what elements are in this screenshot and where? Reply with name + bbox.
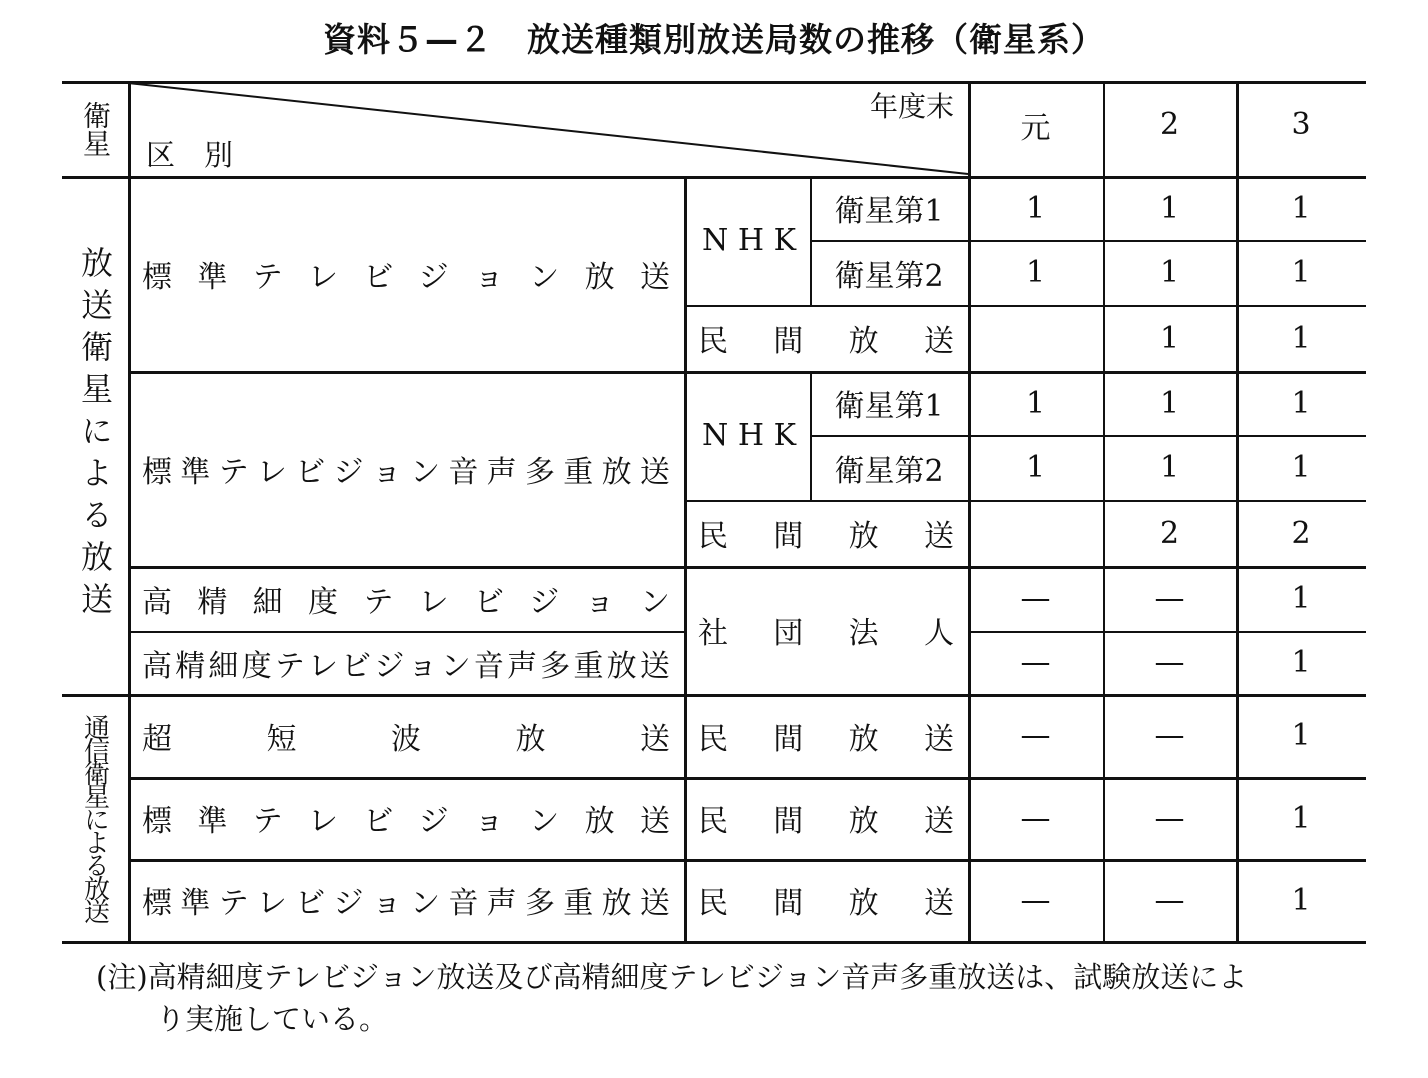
char: 送 [639,259,670,295]
char: 間 [773,519,804,554]
char: ジ [418,804,449,839]
value-cell: 1 [1159,385,1180,421]
char: 声 [486,886,517,921]
char: テ [218,454,249,490]
char: テ [218,886,249,921]
group-label-communications-satellite: 通信衛星による放送 [79,714,110,921]
channel-cell: 衛星第1 [834,389,944,424]
char: 送 [923,519,954,554]
char: 準 [180,886,211,921]
value-cell: — [1020,882,1051,918]
value-cell: 1 [1291,255,1311,290]
char: ビ [363,259,394,295]
char: 超 [142,721,172,757]
char: 間 [773,804,804,839]
char: 間 [773,324,804,359]
value-cell: 1 [1291,800,1311,836]
value-cell: 1 [1159,255,1180,290]
page-title: 資料５—２ 放送種類別放送局数の推移（衛星系） [323,20,1105,59]
char: レ [307,804,338,839]
service-cell [128,859,684,941]
value-cell: — [1154,882,1185,918]
channel-cell: 衛星第2 [834,258,944,294]
header-year-2: 3 [1291,107,1311,142]
footnote-line-2: り実施している。 [156,1002,389,1036]
char: 多 [540,648,571,684]
char: 間 [773,886,804,921]
char: 送 [640,721,670,757]
value-cell: — [1020,718,1051,753]
char: ョ [473,259,504,295]
broadcaster-cell [684,371,810,500]
char: 標 [142,886,172,921]
value-cell: 1 [1291,320,1311,356]
table-bottom-border [62,941,1366,944]
char: 民 [698,886,728,921]
char: レ [418,584,449,620]
value-cell: — [1154,581,1185,616]
char: 準 [197,259,228,295]
broadcaster-cell [684,305,968,371]
char: ビ [363,804,394,839]
char: ビ [341,648,372,684]
char: ジ [333,886,364,921]
col-divider [1103,81,1105,941]
row-divider [128,777,1366,780]
char: 標 [142,804,172,839]
char: 波 [391,721,421,757]
char: K [773,418,796,453]
footnote-line-1: (注)高精細度テレビジョン放送及び高精細度テレビジョン音声多重放送は、試験放送によ [96,960,1248,994]
char: 民 [698,721,728,757]
col-divider [810,371,812,500]
char: 高 [142,648,172,684]
row-divider [684,500,1366,502]
row-divider [968,240,1366,242]
value-cell: 1 [1291,718,1311,753]
char: レ [307,648,338,684]
char: ョ [407,648,438,684]
value-cell: 2 [1291,515,1311,551]
row-divider [128,631,684,633]
char: 音 [448,454,479,490]
char: 民 [698,324,728,359]
broadcaster-cell [684,777,968,859]
char: ビ [295,454,326,490]
char: ョ [473,804,504,839]
value-cell: 1 [1291,581,1311,616]
row-divider [128,566,1366,569]
header-satellite: 衛星 [79,100,112,157]
value-cell: 1 [1025,190,1046,226]
char: ョ [371,886,402,921]
header-bottom-border [62,176,1366,179]
value-cell [968,305,1103,371]
char: K [773,223,796,258]
value-cell: 1 [1159,320,1180,356]
char: ビ [473,584,504,620]
char: 放 [601,886,632,921]
char: 放 [848,804,879,839]
footnote [96,956,1396,1040]
char: N [702,418,729,453]
char: 声 [486,454,517,490]
char: 送 [639,804,670,839]
char: 放 [584,259,615,295]
char: 短 [266,721,297,757]
char: テ [363,584,394,620]
header-diagonal-line [128,83,968,174]
char: ン [410,454,441,490]
value-cell: 1 [1159,450,1180,485]
char: N [702,223,729,258]
char: H [737,223,764,258]
char: 放 [601,454,632,490]
value-cell: — [1154,800,1185,836]
service-cell [128,566,684,631]
char: 放 [848,721,879,757]
char: 重 [563,454,594,490]
char: 団 [773,616,804,651]
value-cell: 2 [1159,515,1180,551]
row-divider [968,631,1366,633]
char: 精 [197,584,228,620]
char: ン [440,648,471,684]
char: 放 [584,804,615,839]
char: ン [529,804,560,839]
char: 民 [698,804,728,839]
char: レ [256,886,287,921]
value-cell: 1 [1025,385,1046,421]
char: 細 [252,584,283,620]
char: ン [529,259,560,295]
service-cell [128,777,684,859]
char: 送 [639,454,670,490]
char: 精 [175,648,206,684]
table-top-border [62,81,1366,84]
header-category: 区 別 [146,138,234,172]
value-cell: — [1020,800,1051,836]
char: レ [256,454,287,490]
char: 送 [639,886,670,921]
char: ン [639,584,670,620]
col-divider [810,176,812,305]
char: 高 [142,584,172,620]
broadcaster-cell [684,176,810,305]
broadcaster-cell [684,694,968,777]
row-divider [810,240,968,242]
char: 送 [639,648,670,684]
value-cell: 1 [1159,190,1180,226]
service-cell [128,694,684,777]
value-cell: 1 [1025,255,1046,290]
char: 多 [524,886,555,921]
char: 送 [923,324,954,359]
char: 度 [307,584,338,620]
broadcaster-cell [684,500,968,566]
col-divider [128,81,131,941]
col-divider [684,176,687,941]
char: ジ [529,584,560,620]
char: H [737,418,764,453]
value-cell: 1 [1291,882,1311,918]
broadcaster-cell [684,859,968,941]
value-cell: 1 [1291,190,1311,226]
char: ジ [418,259,449,295]
char: 放 [848,886,879,921]
char: 準 [197,804,228,839]
value-cell: — [1020,581,1051,616]
value-cell: — [1020,645,1051,680]
service-cell [128,176,684,371]
char: 民 [698,519,728,554]
header-year-1: 2 [1159,107,1180,142]
char: 社 [698,616,728,651]
char: ョ [584,584,615,620]
char: 重 [563,886,594,921]
service-cell [128,631,684,694]
value-cell: 1 [1291,385,1311,421]
group-label-broadcast-satellite: 放送衛星による放送 [76,246,114,624]
value-cell: — [1154,645,1185,680]
value-cell [968,500,1103,566]
char: 送 [923,886,954,921]
char: ジ [374,648,405,684]
value-cell: — [1154,718,1185,753]
char: 送 [923,804,954,839]
row-divider [684,305,1366,307]
char: 重 [573,648,604,684]
char: 音 [473,648,504,684]
col-divider [1236,81,1239,941]
service-cell [128,371,684,566]
char: 間 [773,721,804,757]
row-divider [128,859,1366,862]
char: 多 [524,454,555,490]
char: 法 [848,616,879,651]
char: 放 [848,324,879,359]
col-divider [968,81,971,941]
char: 声 [507,648,538,684]
header-year-end: 年度末 [869,90,954,123]
char: ョ [371,454,402,490]
value-cell: 1 [1025,450,1046,485]
char: レ [307,259,338,295]
char: 準 [180,454,211,490]
char: ジ [333,454,364,490]
group-divider [62,694,1366,697]
char: 標 [142,454,172,490]
char: ン [410,886,441,921]
char: 人 [923,616,954,651]
header-year-0: 元 [1020,110,1051,146]
broadcaster-cell [684,566,968,694]
char: ビ [295,886,326,921]
value-cell: 1 [1291,645,1311,680]
row-divider [810,435,1366,437]
char: 放 [848,519,879,554]
channel-cell: 衛星第2 [834,453,944,489]
char: テ [274,648,305,684]
channel-cell: 衛星第1 [834,194,944,229]
char: 放 [606,648,637,684]
char: 標 [142,259,172,295]
char: 度 [241,648,272,684]
row-divider [128,371,1366,374]
char: テ [252,259,283,295]
char: 音 [448,886,479,921]
char: 送 [923,721,954,757]
char: 細 [208,648,239,684]
char: 放 [515,721,546,757]
char: テ [252,804,283,839]
value-cell: 1 [1291,450,1311,485]
